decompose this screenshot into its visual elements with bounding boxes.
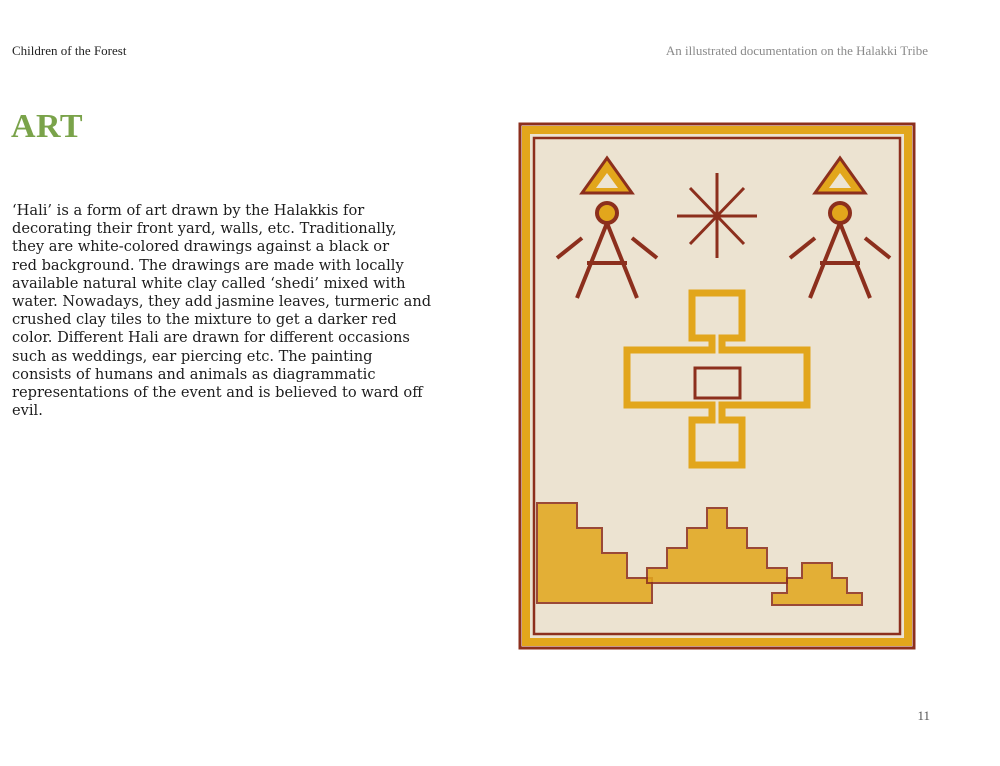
section-body: ‘Hali’ is a form of art drawn by the Halakkis for decorating their front yard, walls, etc. Traditionally, they are white-colored drawings against a black or red background. The drawings are made with locally available natural white clay called ‘shedi’ mixed with water. Nowadays, they add jasmine leaves, turmeric and crushed clay tiles to the mixture to get a darker red color. Different Hali are drawn for different occasions such as weddings, ear piercing etc. The painting consists of humans and animals as diagrammatic representations of the event and is believed to ward off evil. bbox=[12, 202, 432, 420]
section-title: ART bbox=[11, 108, 84, 145]
page-number: 11 bbox=[917, 708, 930, 723]
running-header-title: Children of the Forest bbox=[12, 43, 127, 58]
hali-painting-illustration bbox=[512, 118, 922, 658]
running-header-subtitle: An illustrated documentation on the Halakki Tribe bbox=[665, 43, 928, 58]
